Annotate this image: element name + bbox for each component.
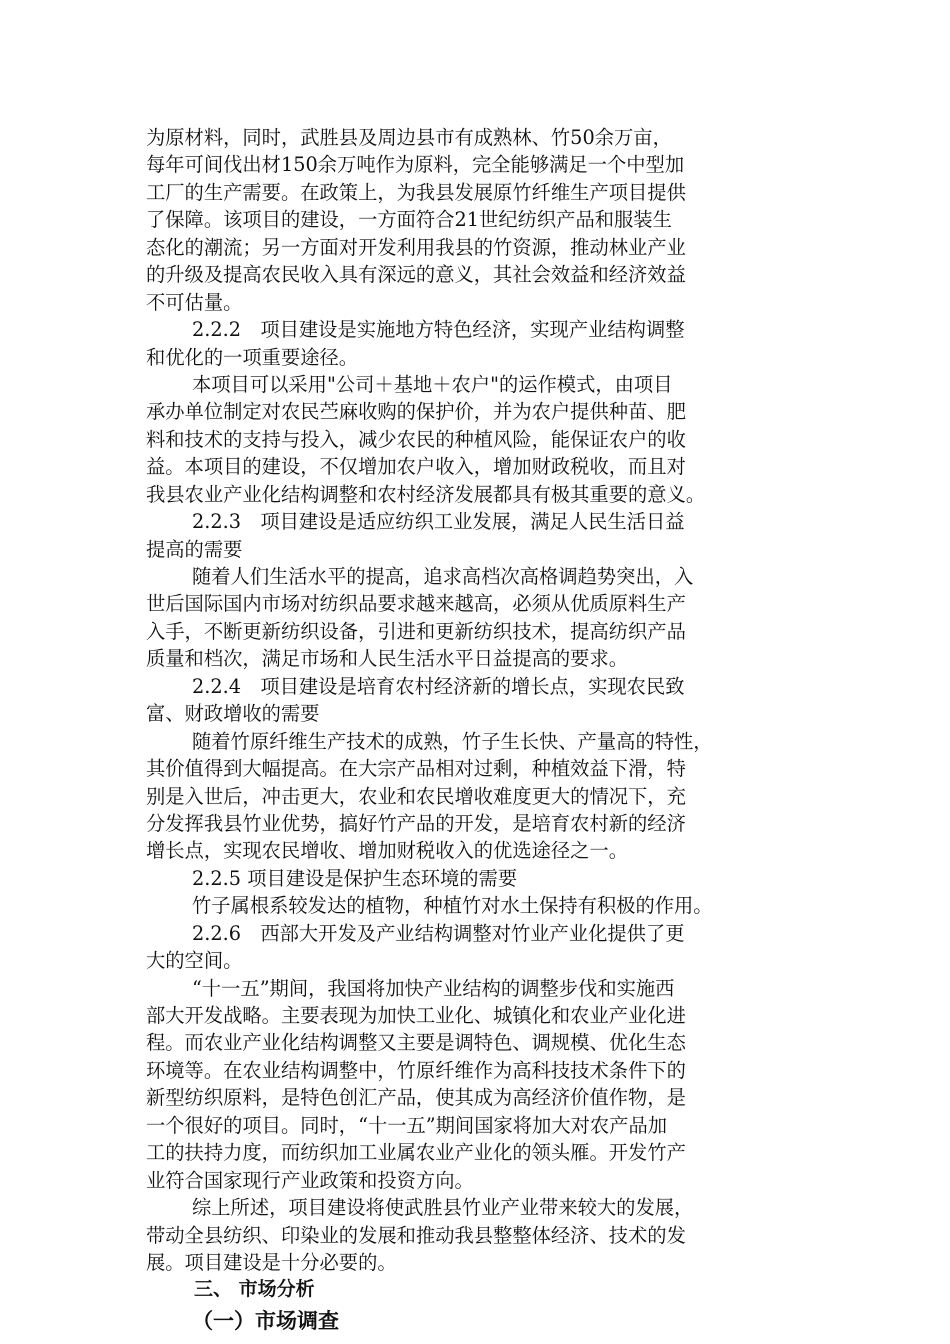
- body-line: 质量和档次，满足市场和人民生活水平日益提高的要求。: [146, 647, 629, 671]
- body-line: 一个很好的项目。同时，“十一五”期间国家将加大对农产品加: [146, 1113, 668, 1137]
- subheading-line: 2.2.4 项目建设是培育农村经济新的增长点，实现农民致: [192, 674, 685, 698]
- body-line: 为原材料，同时，武胜县及周边县市有成熟林、竹50余万亩，: [146, 126, 672, 149]
- body-line: 综上所述，项目建设将使武胜县竹业产业带来较大的发展，: [192, 1196, 694, 1220]
- body-line: 世后国际国内市场对纺织品要求越来越高，必须从优质原料生产: [146, 592, 686, 616]
- subheading-line: 大的空间。: [146, 949, 243, 973]
- body-line: 每年可间伐出材150余万吨作为原料，完全能够满足一个中型加: [146, 153, 685, 177]
- body-line: 新型纺织原料，是特色创汇产品，使其成为高经济价值作物，是: [146, 1086, 686, 1110]
- body-line: 部大开发战略。主要表现为加快工业化、城镇化和农业产业化进: [146, 1004, 686, 1027]
- body-line: 展。项目建设是十分必要的。: [146, 1250, 397, 1274]
- section-heading: 三、 市场分析: [194, 1278, 315, 1301]
- body-line: 竹子属根系较发达的植物，种植竹对水土保持有积极的作用。: [192, 894, 713, 918]
- body-line: 承办单位制定对农民苎麻收购的保护价，并为农户提供种苗、肥: [146, 400, 686, 424]
- body-line: 入手，不断更新纺织设备，引进和更新纺织技术，提高纺织产品: [146, 619, 686, 643]
- body-line: 程。而农业产业化结构调整又主要是调特色、调规模、优化生态: [146, 1031, 686, 1055]
- subheading-line: 提高的需要: [146, 537, 243, 561]
- body-line: 本项目可以采用"公司＋基地＋农户"的运作模式，由项目: [192, 372, 673, 396]
- document-page: [146, 124, 812, 1337]
- body-line: 别是入世后，冲击更大，农业和农民增收难度更大的情况下，充: [146, 784, 686, 808]
- subheading-line: 富、财政增收的需要: [146, 702, 320, 726]
- subheading-line: 2.2.5 项目建设是保护生态环境的需要: [192, 866, 518, 890]
- subheading-line: 2.2.6 西部大开发及产业结构调整对竹业产业化提供了更: [192, 921, 685, 945]
- body-line: 随着人们生活水平的提高，追求高档次高格调趋势突出，入: [192, 565, 694, 588]
- subheading-line: 和优化的一项重要途径。: [146, 345, 359, 369]
- subheading-line: 2.2.2 项目建设是实施地方特色经济，实现产业结构调整: [192, 318, 685, 342]
- body-line: 随着竹原纤维生产技术的成熟，竹子生长快、产量高的特性，: [192, 729, 713, 753]
- body-line: 我县农业产业化结构调整和农村经济发展都具有极其重要的意义。: [146, 482, 706, 506]
- body-line: 工厂的生产需要。在政策上，为我县发展原竹纤维生产项目提供: [146, 180, 686, 204]
- body-line: “十一五”期间，我国将加快产业结构的调整步伐和实施西: [192, 976, 675, 1000]
- body-line: 的升级及提高农民收入具有深远的意义，其社会效益和经济效益: [146, 263, 686, 287]
- body-line: 了保障。该项目的建设，一方面符合21世纪纺织产品和服装生: [146, 208, 672, 232]
- subsection-heading: （一）市场调查: [192, 1308, 339, 1333]
- body-line: 态化的潮流；另一方面对开发利用我县的竹资源，推动林业产业: [146, 235, 686, 259]
- subheading-line: 2.2.3 项目建设是适应纺织工业发展，满足人民生活日益: [192, 510, 685, 534]
- body-line: 带动全县纺织、印染业的发展和推动我县整整体经济、技术的发: [146, 1223, 686, 1247]
- body-line: 分发挥我县竹业优势，搞好竹产品的开发，是培育农村新的经济: [146, 811, 686, 835]
- body-line: 环境等。在农业结构调整中，竹原纤维作为高科技技术条件下的: [146, 1058, 686, 1082]
- body-line: 不可估量。: [146, 290, 243, 314]
- body-line: 益。本项目的建设，不仅增加农户收入，增加财政税收，而且对: [146, 455, 686, 479]
- body-line: 业符合国家现行产业政策和投资方向。: [146, 1168, 474, 1192]
- body-line: 增长点，实现农民增收、增加财税收入的优选途径之一。: [146, 839, 629, 863]
- body-line: 料和技术的支持与投入，减少农民的种植风险，能保证农户的收: [146, 427, 686, 451]
- body-line: 其价值得到大幅提高。在大宗产品相对过剩，种植效益下滑，特: [146, 757, 686, 781]
- body-line: 工的扶持力度，而纺织加工业属农业产业化的领头雁。开发竹产: [146, 1141, 686, 1165]
